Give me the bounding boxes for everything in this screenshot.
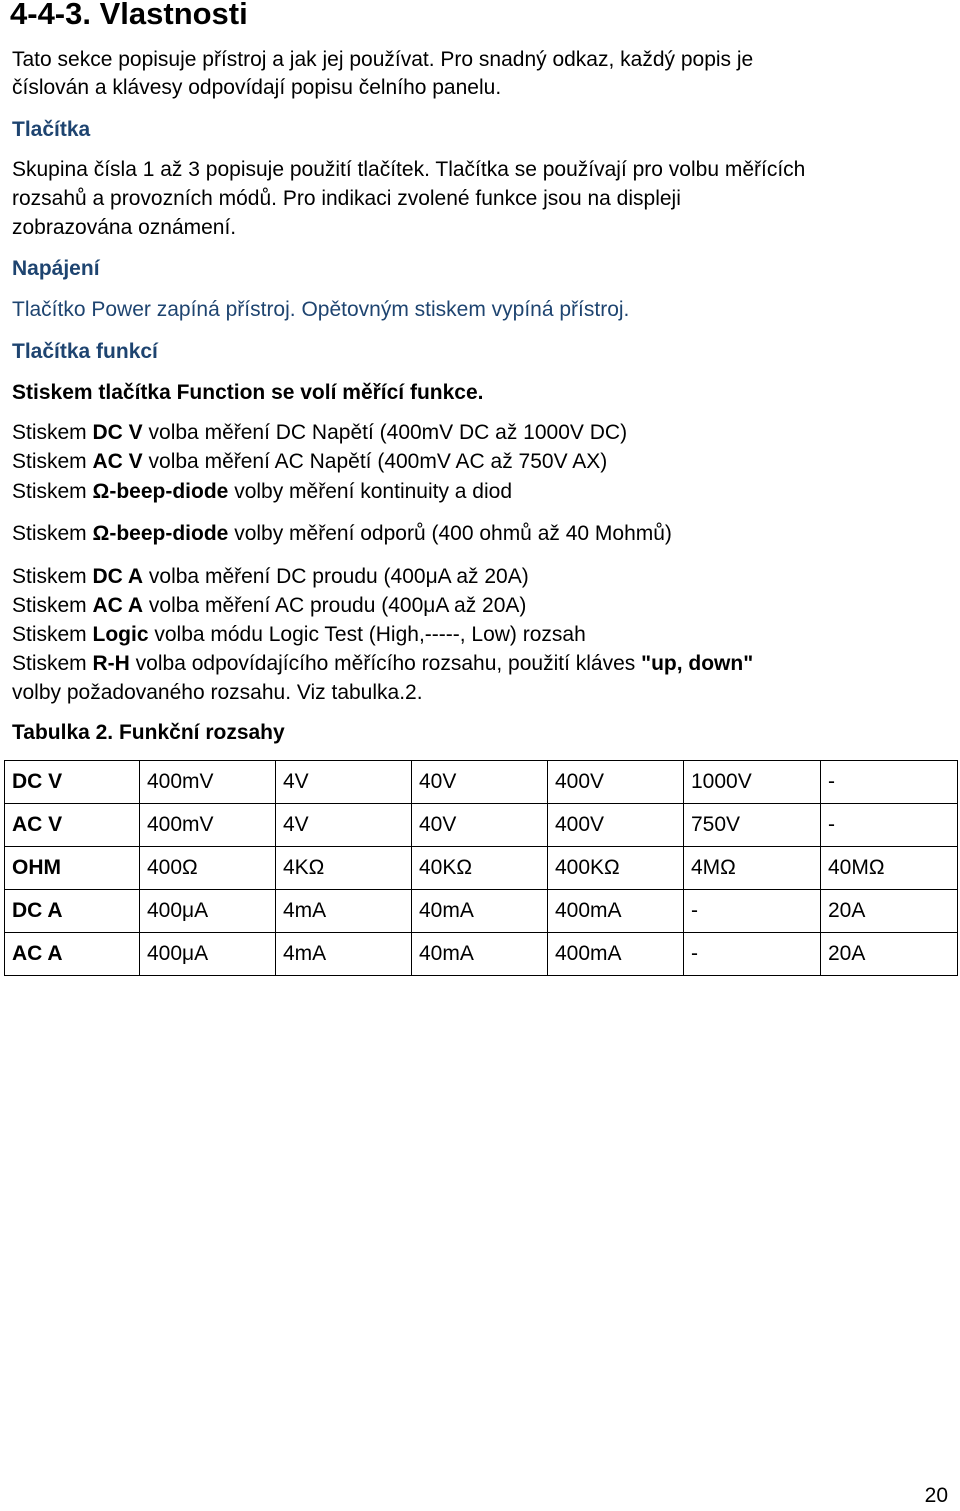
table-cell: 400KΩ bbox=[548, 847, 684, 890]
table-cell: - bbox=[821, 804, 958, 847]
function-line-resistance: Stiskem Ω-beep-diode volby měření odporů (400 ohmů až 40 Mohmů) bbox=[12, 522, 672, 545]
function-line-aca: Stiskem AC A volba měření AC proudu (400μA až 20A) bbox=[12, 594, 527, 617]
table-row-header: DC V bbox=[5, 761, 140, 804]
function-line-acv: Stiskem AC V volba měření AC Napětí (400mV AC až 750V AX) bbox=[12, 450, 608, 473]
table-cell: - bbox=[684, 890, 821, 933]
intro-line-2: číslován a klávesy odpovídají popisu čelního panelu. bbox=[12, 76, 502, 99]
function-line-logic: Stiskem Logic volba módu Logic Test (High,-----, Low) rozsah bbox=[12, 623, 586, 646]
table-cell: - bbox=[684, 933, 821, 976]
section-title: 4-4-3. Vlastnosti bbox=[10, 0, 248, 31]
table-cell: 40KΩ bbox=[412, 847, 548, 890]
table-row-header: AC V bbox=[5, 804, 140, 847]
table-row bbox=[5, 933, 958, 976]
table-caption: Tabulka 2. Funkční rozsahy bbox=[12, 721, 285, 744]
buttons-text-line-2: rozsahů a provozních módů. Pro indikaci zvolené funkce jsou na displeji bbox=[12, 187, 681, 210]
power-text: Tlačítko Power zapíná přístroj. Opětovným stiskem vypíná přístroj. bbox=[12, 298, 630, 321]
table-row-header: DC A bbox=[5, 890, 140, 933]
table-cell: 400mV bbox=[140, 804, 276, 847]
table-cell: 750V bbox=[684, 804, 821, 847]
table-row bbox=[5, 761, 958, 804]
table-cell: 40V bbox=[412, 804, 548, 847]
buttons-heading: Tlačítka bbox=[12, 118, 91, 141]
table-cell: 4KΩ bbox=[276, 847, 412, 890]
table-cell: 1000V bbox=[684, 761, 821, 804]
table-cell: 40mA bbox=[412, 933, 548, 976]
table-cell: 4mA bbox=[276, 890, 412, 933]
function-line-rh: Stiskem R-H volba odpovídajícího měřícího rozsahu, použití kláves "up, down" bbox=[12, 652, 754, 675]
function-ranges-table bbox=[4, 760, 958, 976]
buttons-text-line-3: zobrazována oznámení. bbox=[12, 216, 237, 239]
table-cell: 400mA bbox=[548, 933, 684, 976]
table-cell: 4mA bbox=[276, 933, 412, 976]
function-line-continuity: Stiskem Ω-beep-diode volby měření kontinuity a diod bbox=[12, 480, 513, 503]
table-cell: 4MΩ bbox=[684, 847, 821, 890]
table-cell: 400μA bbox=[140, 890, 276, 933]
intro-line-1: Tato sekce popisuje přístroj a jak jej používat. Pro snadný odkaz, každý popis je bbox=[12, 48, 754, 71]
table-cell: 400Ω bbox=[140, 847, 276, 890]
table-cell: - bbox=[821, 761, 958, 804]
buttons-text-line-1: Skupina čísla 1 až 3 popisuje použití tlačítek. Tlačítka se používají pro volbu měřících bbox=[12, 158, 806, 181]
table-cell: 400mA bbox=[548, 890, 684, 933]
function-line-dca: Stiskem DC A volba měření DC proudu (400μA až 20A) bbox=[12, 565, 529, 588]
function-intro: Stiskem tlačítka Function se volí měřící funkce. bbox=[12, 381, 484, 404]
table-row-header: OHM bbox=[5, 847, 140, 890]
table-cell: 400mV bbox=[140, 761, 276, 804]
table-cell: 400μA bbox=[140, 933, 276, 976]
table-cell: 20A bbox=[821, 890, 958, 933]
table-cell: 400V bbox=[548, 804, 684, 847]
table-row bbox=[5, 847, 958, 890]
table-cell: 400V bbox=[548, 761, 684, 804]
table-cell: 4V bbox=[276, 804, 412, 847]
table-cell: 40V bbox=[412, 761, 548, 804]
function-line-dcv: Stiskem DC V volba měření DC Napětí (400mV DC až 1000V DC) bbox=[12, 421, 628, 444]
table-row bbox=[5, 890, 958, 933]
function-tail: volby požadovaného rozsahu. Viz tabulka.2. bbox=[12, 681, 423, 704]
page-number: 20 bbox=[924, 1484, 948, 1507]
table-cell: 4V bbox=[276, 761, 412, 804]
table-cell: 20A bbox=[821, 933, 958, 976]
table-cell: 40mA bbox=[412, 890, 548, 933]
table-row-header: AC A bbox=[5, 933, 140, 976]
table-cell: 40MΩ bbox=[821, 847, 958, 890]
power-heading: Napájení bbox=[12, 257, 100, 280]
function-heading: Tlačítka funkcí bbox=[12, 340, 158, 363]
table-row bbox=[5, 804, 958, 847]
